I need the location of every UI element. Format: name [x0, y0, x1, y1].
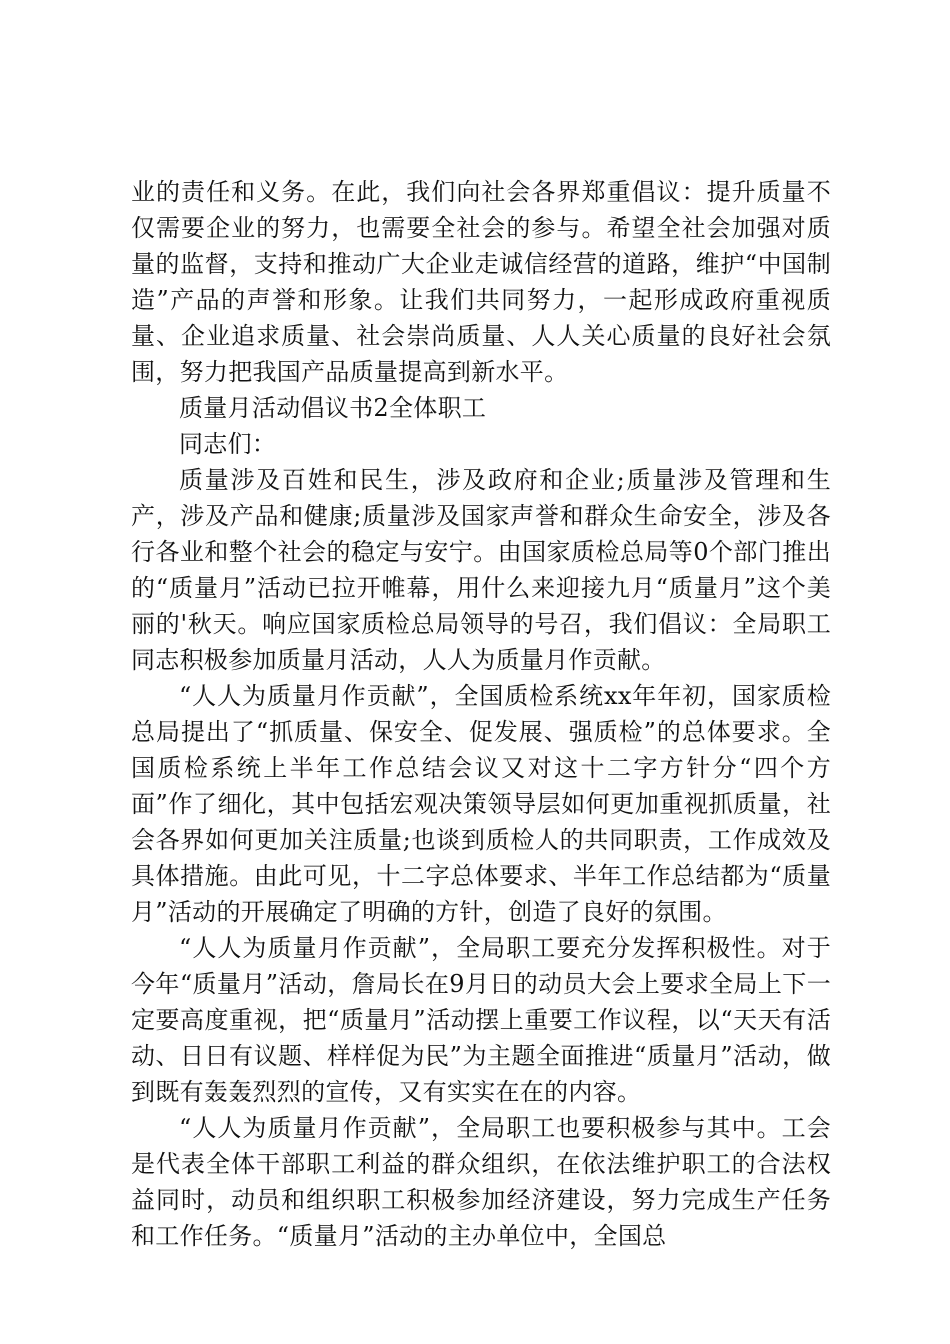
paragraph-7: “人人为质量月作贡献”，全局职工也要积极参与其中。工会是代表全体干部职工利益的群众组织，在依法维护职工的合法权益同时，动员和组织职工积极参加经济建设，努力完成生产任务和工作任务。“质量月”活动的主办单位中，全国总 [131, 1114, 831, 1250]
paragraph-1: 业的责任和义务。在此，我们向社会各界郑重倡议：提升质量不仅需要企业的努力，也需要全社会的参与。希望全社会加强对质量的监督，支持和推动广大企业走诚信经营的道路，维护“中国制造”产品的声誉和形象。让我们共同努力，一起形成政府重视质量、企业追求质量、社会崇尚质量、人人关心质量的良好社会氛围，努力把我国产品质量提高到新水平。 [131, 178, 831, 386]
paragraph-2-heading: 质量月活动倡议书2全体职工 [179, 394, 487, 422]
paragraph-3-salutation: 同志们： [179, 430, 277, 458]
paragraph-4: 质量涉及百姓和民生，涉及政府和企业;质量涉及管理和生产，涉及产品和健康;质量涉及国家声誉和群众生命安全，涉及各行各业和整个社会的稳定与安宁。由国家质检总局等0个部门推出的“质量月”活动已拉开帷幕，用什么来迎接九月“质量月”这个美丽的'秋天。响应国家质检总局领导的号召，我们倡议：全局职工同志积极参加质量月活动，人人为质量月作贡献。 [131, 466, 831, 674]
paragraph-6: “人人为质量月作贡献”，全局职工要充分发挥积极性。对于今年“质量月”活动，詹局长在9月日的动员大会上要求全局上下一定要高度重视，把“质量月”活动摆上重要工作议程，以“天天有活动、日日有议题、样样促为民”为主题全面推进“质量月”活动，做到既有轰轰烈烈的宣传，又有实实在在的内容。 [131, 934, 831, 1106]
document-body [131, 174, 831, 1254]
paragraph-5: “人人为质量月作贡献”，全国质检系统xx年年初，国家质检总局提出了“抓质量、保安全、促发展、强质检”的总体要求。全国质检系统上半年工作总结会议又对这十二字方针分“四个方面”作了细化，其中包括宏观决策领导层如何更加重视抓质量，社会各界如何更加关注质量;也谈到质检人的共同职责，工作成效及具体措施。由此可见，十二字总体要求、半年工作总结都为“质量月”活动的开展确定了明确的方针，创造了良好的氛围。 [131, 682, 831, 926]
